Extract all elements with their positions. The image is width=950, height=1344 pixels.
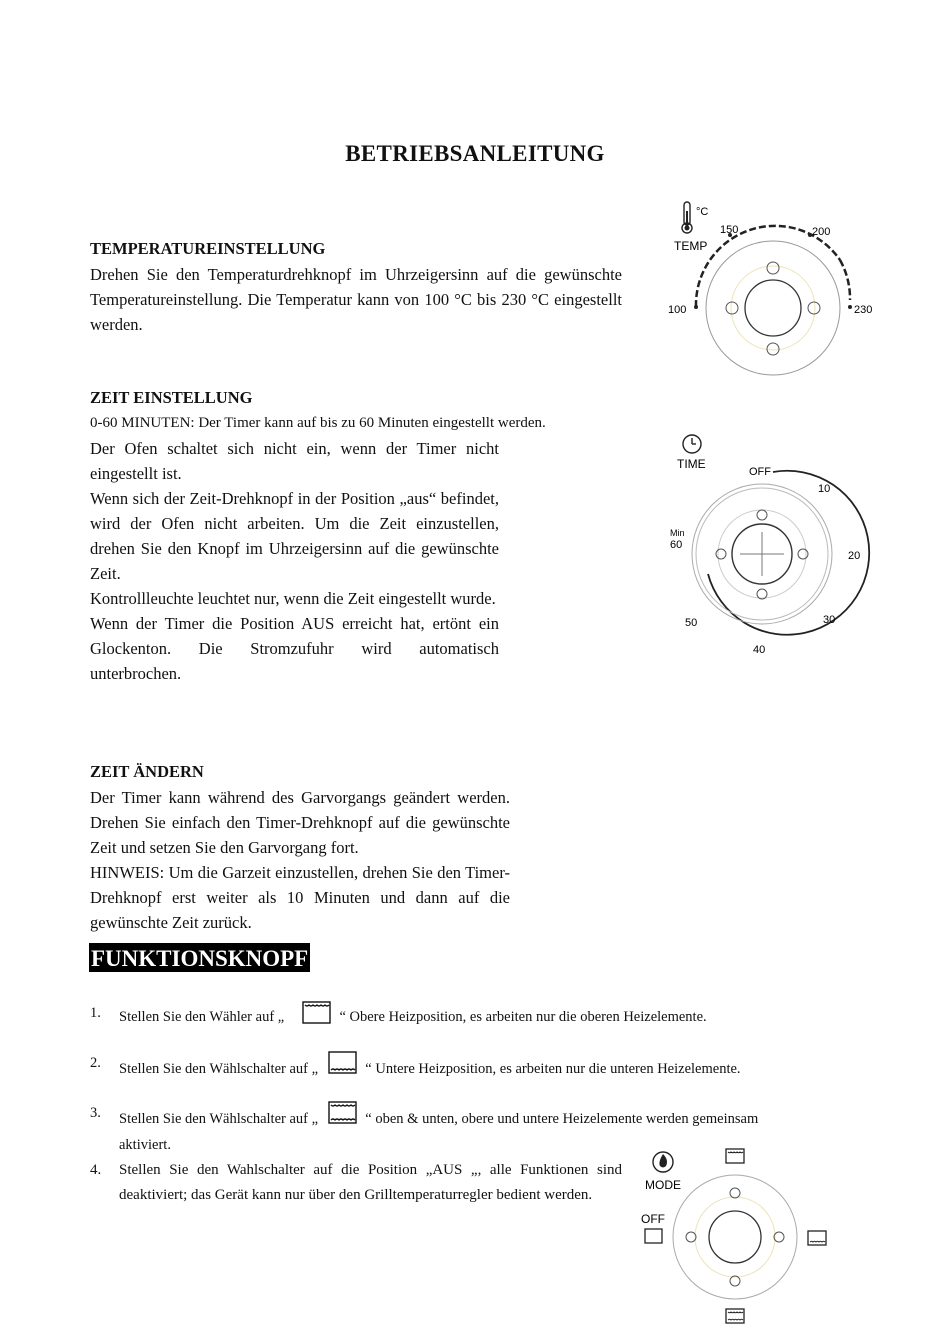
function-knob-heading: FUNKTIONSKNOPF [89,943,310,972]
top-heat-dial-icon [726,1149,744,1163]
function-item-3: 3. Stellen Sie den Wählschalter auf „ “ oben & unten, obere und untere Heizelemente werden gemeinsam [90,1101,850,1132]
temp-tick-100: 100 [668,304,687,316]
change-time-heading: ZEIT ÄNDERN [90,762,204,781]
temperature-knob [706,241,840,375]
time-heading: ZEIT EINSTELLUNG [90,388,253,407]
change-time-paragraph-1: Der Timer kann während des Garvorgangs geändert werden. Drehen Sie einfach den Timer-Drehknopf auf die gewünschte Zeit und setzen Sie den Garvorgang fort. [90,788,510,857]
clock-icon [683,435,701,453]
function-item-4: 4. Stellen Sie den Wahlschalter auf die Position „AUS „, alle Funktionen sind deaktiviert; das Gerät kann nur über den Grilltemperaturregler bedient werden. [90,1162,622,1203]
function-item-1: 1. Stellen Sie den Wähler auf „ “ Obere Heizposition, es arbeiten nur die oberen Heizelemente. [90,1001,850,1030]
timer-knob [692,484,832,624]
bottom-heat-icon [328,1051,358,1075]
function-knob [673,1175,797,1299]
time-paragraph-4: Wenn der Timer die Position AUS erreicht hat, ertönt ein Glockenton. Die Stromzufuhr wird automatisch unterbrochen. [90,614,499,683]
function-item-3-continued: aktiviert. [119,1137,171,1153]
temp-label: TEMP [674,239,708,253]
flame-icon [653,1152,673,1172]
time-tick-30: 30 [823,614,836,626]
time-off-label: OFF [749,466,771,478]
time-tick-60: 60 [670,539,683,551]
temp-tick-150: 150 [720,224,739,236]
thermometer-icon [682,202,692,233]
off-square-icon [645,1229,662,1243]
change-time-text [90,785,510,935]
top-heat-icon [302,1001,332,1025]
time-paragraph-3: Kontrollleuchte leuchtet nur, wenn die Zeit eingestellt wurde. [90,589,496,608]
time-min-label: Min [670,528,685,538]
function-dial-diagram [635,1143,840,1335]
top-bottom-heat-icon [328,1101,358,1125]
bottom-heat-dial-icon [808,1231,826,1245]
mode-label: MODE [645,1178,681,1192]
time-tick-50: 50 [685,617,698,629]
time-label: TIME [677,457,706,471]
time-paragraph-1: Der Ofen schaltet sich nicht ein, wenn der Timer nicht eingestellt ist. [90,439,499,483]
time-paragraph-2: Wenn sich der Zeit-Drehknopf in der Position „aus“ befindet, wird der Ofen nicht arbeiten. Um die Zeit einzustellen, drehen Sie den Knopf im Uhrzeigersinn auf die gewünschte Zeit. [90,489,499,583]
time-tick-10: 10 [818,483,831,495]
off-label: OFF [641,1212,665,1226]
time-intro: 0-60 MINUTEN: Der Timer kann auf bis zu 60 Minuten eingestellt werden. [90,415,546,431]
temp-tick-200: 200 [812,226,831,238]
change-time-paragraph-2: HINWEIS: Um die Garzeit einzustellen, drehen Sie den Timer-Drehknopf erst weiter als 10 Minuten und dann auf die gewünschte Zeit zurück. [90,863,510,932]
top-bottom-heat-dial-icon [726,1309,744,1323]
temperature-paragraph: Drehen Sie den Temperaturdrehknopf im Uhrzeigersinn auf die gewünschte Temperatureinstellung. Die Temperatur kann von 100 °C bis 230 °C eingestellt werden. [90,265,622,334]
time-tick-40: 40 [753,644,766,656]
temperature-heading: TEMPERATUREINSTELLUNG [90,239,326,258]
temperature-text [90,262,622,337]
page-title: BETRIEBSANLEITUNG [345,141,605,166]
timer-dial-diagram [660,428,880,658]
temp-tick-230: 230 [854,304,873,316]
temperature-dial-diagram [660,195,890,380]
time-text [90,436,499,686]
temp-unit: °C [696,206,709,218]
time-tick-20: 20 [848,550,861,562]
function-item-2: 2. Stellen Sie den Wählschalter auf „ “ Untere Heizposition, es arbeiten nur die unteren Heizelemente. [90,1051,850,1082]
